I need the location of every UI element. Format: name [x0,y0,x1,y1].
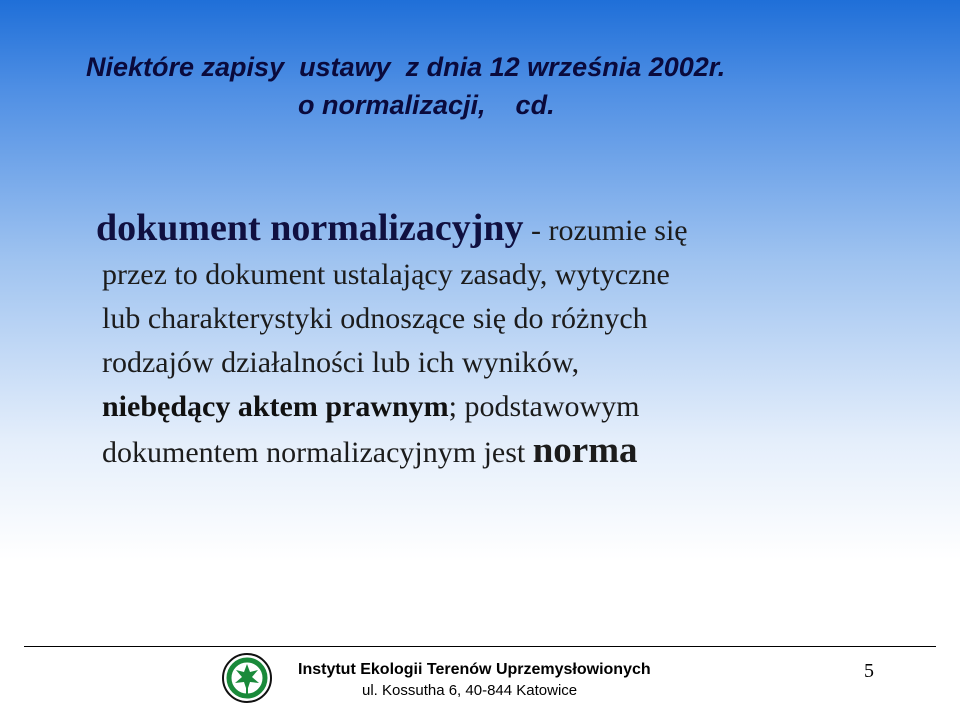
definition-line-4: rodzajów działalności lub ich wyników, [102,346,580,379]
line-5-rest: ; podstawowym [448,390,640,423]
footer-institute: Instytut Ekologii Terenów Uprzemysłowionych [298,661,651,678]
footer-address: ul. Kossutha 6, 40-844 Katowice [362,682,578,699]
title-line-2: o normalizacji, cd. [298,90,555,120]
definition-line-2: przez to dokument ustalający zasady, wytyczne [102,258,670,291]
footer-divider [24,646,936,647]
definition-line-5 [102,385,902,429]
definition-text [96,206,902,475]
norma-word: norma [532,430,638,471]
defined-term: dokument normalizacyjny [96,207,524,249]
bold-phrase: niebędący aktem prawnym [102,390,449,423]
term-suffix: - rozumie się [523,214,688,247]
title-line-1: Niektóre zapisy ustawy z dnia 12 września 2002r. [86,52,726,82]
page-number: 5 [864,660,874,682]
line-6-start: dokumentem normalizacyjnym jest [102,436,533,469]
definition-line-6 [102,429,902,475]
institute-seal-logo [221,652,273,704]
definition-line-3: lub charakterystyki odnoszące się do różnych [102,302,648,335]
definition-line-1 [96,206,902,253]
